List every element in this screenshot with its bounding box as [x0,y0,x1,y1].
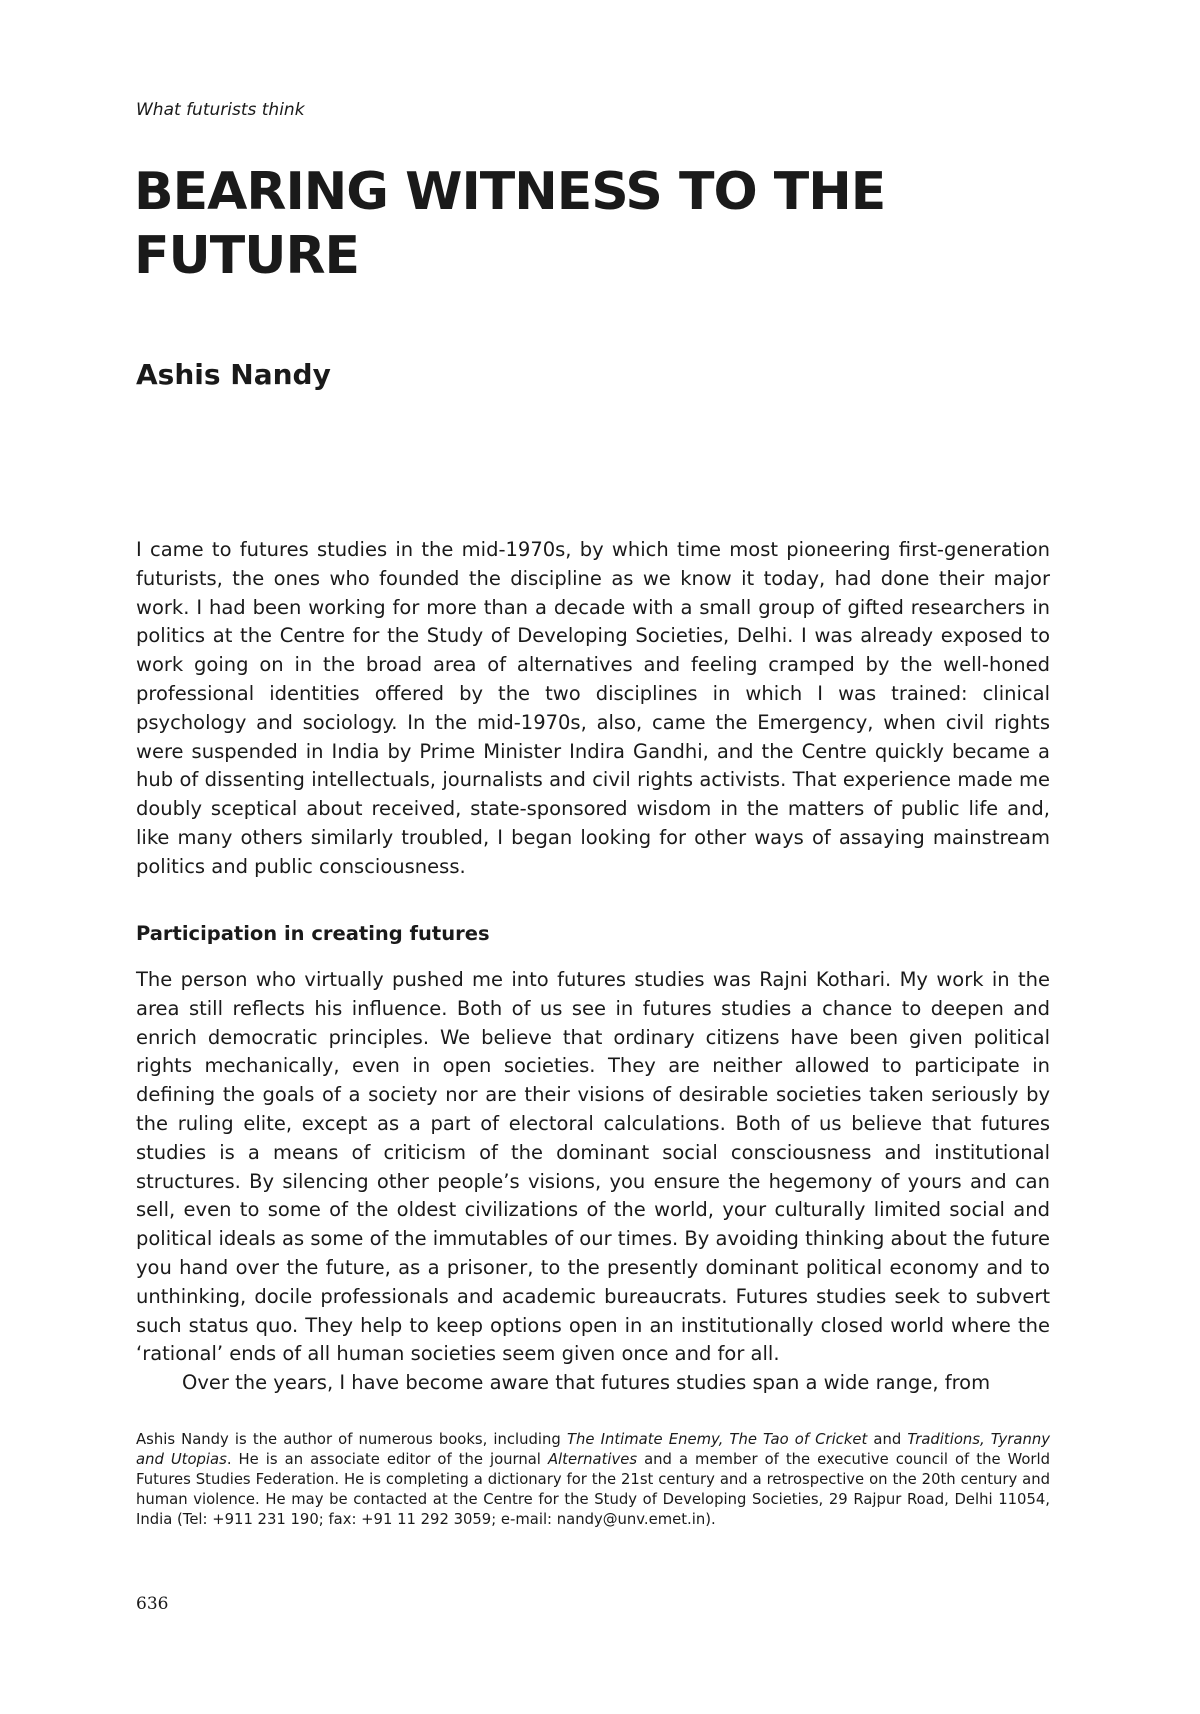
section-heading: Participation in creating futures [136,922,490,945]
footnote-tail: and a member of the executive council of the World Futures Studies Federation. He is completing a dictionary for the 21st century and a retrospective on the 20th century and human violence. He may be contacted at the Centre for the Study of Developing Societies, 29 Rajpur Road, Delhi 11054, India (Tel: +911 231 190; fax: +91 11 292 3059; e-mail: nandy@unv.emet.in). [136,1451,1050,1528]
intro-section [136,536,1050,882]
section-body [136,966,1050,1398]
page-number: 636 [136,1594,169,1614]
footnote-lead: Ashis Nandy is the author of numerous books, including [136,1431,567,1448]
running-head: What futurists think [136,100,305,120]
body-paragraph: Over the years, I have become aware that futures studies span a wide range, from [182,1371,991,1395]
author-footnote [136,1430,1050,1530]
article-title: BEARING WITNESS TO THE FUTURE [134,162,886,286]
footnote-and: and [867,1431,908,1448]
footnote-book-titles: The Intimate Enemy, The Tao of Cricket [566,1431,868,1448]
author-name: Ashis Nandy [136,358,331,391]
body-paragraph: The person who virtually pushed me into futures studies was Rajni Kothari. My work in the area still reflects his influence. Both of us see in futures studies a chance to deepen and enrich democratic principles. We believe that ordinary citizens have been given political rights mechanically, even in open societies. They are neither allowed to participate in defining the goals of a society nor are their visions of desirable societies taken seriously by the ruling elite, except as a part of electoral calculations. Both of us believe that futures studies is a means of criticism of the dominant social consciousness and institutional structures. By silencing other people’s visions, you ensure the hegemony of yours and can sell, even to some of the oldest civilizations of the world, your culturally limited social and political ideals as some of the immutables of our times. By avoiding thinking about the future you hand over the future, as a prisoner, to the presently dominant political economy and to unthinking, docile professionals and academic bureaucrats. Futures studies seek to subvert such status quo. They help to keep options open in an institutionally closed world where the ‘rational’ ends of all human societies seem given once and for all. [136,968,1051,1366]
footnote-mid: . He is an associate editor of the journal [226,1451,548,1468]
footnote-book-title: Traditions, Tyranny and Utopias [136,1431,1050,1468]
footnote-journal: Alternatives [547,1451,638,1468]
intro-paragraph: I came to futures studies in the mid-1970s, by which time most pioneering first-generation futurists, the ones who founded the discipline as we know it today, had done their major work. I had been working for more than a decade with a small group of gifted researchers in politics at the Centre for the Study of Developing Societies, Delhi. I was already exposed to work going on in the broad area of alternatives and feeling cramped by the well-honed professional identities offered by the two disciplines in which I was trained: clinical psychology and sociology. In the mid-1970s, also, came the Emergency, when civil rights were suspended in India by Prime Minister Indira Gandhi, and the Centre quickly became a hub of dissenting intellectuals, journalists and civil rights activists. That experience made me doubly sceptical about received, state-sponsored wisdom in the matters of public life and, like many others similarly troubled, I began looking for other ways of assaying mainstream politics and public consciousness. [136,538,1050,878]
